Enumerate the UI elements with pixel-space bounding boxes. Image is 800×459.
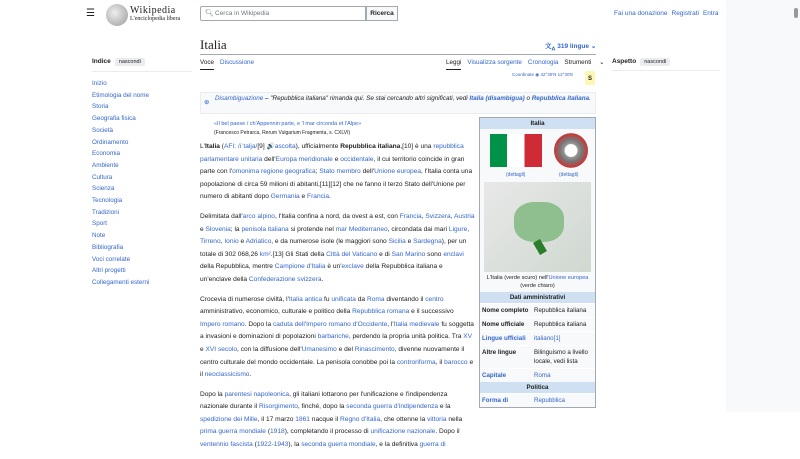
login-link[interactable]: Entra: [702, 10, 719, 17]
text-segment: ), completando il processo di: [284, 428, 371, 436]
toc-item[interactable]: Cultura: [92, 173, 113, 181]
search-placeholder: Cerca in Wikipedia: [215, 10, 270, 17]
toc-hide-button[interactable]: nascondi: [115, 58, 145, 66]
article-link[interactable]: seconda guerra mondiale: [301, 441, 376, 449]
text-segment: .: [329, 193, 331, 201]
article-link[interactable]: Ionio: [224, 238, 239, 246]
article-link[interactable]: exclave: [341, 263, 364, 271]
text-segment: e: [332, 155, 341, 163]
map-caption: [480, 272, 595, 292]
globe-pin-icon: ◉: [535, 72, 540, 77]
search-icon: 🔍︎: [205, 10, 214, 17]
text-segment: [9] 🔊: [257, 143, 275, 150]
toc-title: Indice: [92, 58, 111, 65]
article-link[interactable]: neoclassicismo: [204, 371, 250, 379]
row-value: Repubblica italiana: [534, 307, 587, 314]
scrollbar[interactable]: [794, 8, 798, 18]
toc-item[interactable]: Voci correlate: [92, 255, 131, 263]
article-link[interactable]: penisola italiana: [241, 225, 289, 233]
article-link[interactable]: ascolta: [274, 143, 296, 150]
row-key[interactable]: Lingue ufficiali: [482, 335, 526, 342]
article-link[interactable]: Francia: [399, 212, 422, 220]
article-link[interactable]: barbariche: [317, 333, 349, 341]
toc-item[interactable]: Tecnologia: [92, 197, 123, 205]
text-segment: , l'Italia conta una popolazione di circa 59 milioni di abitanti,[11][12] che ne fanno il terzo Stato dell'Unione per numero di abitanti dopo: [200, 168, 473, 201]
text-segment: è un': [325, 263, 342, 271]
text-segment: ; la: [230, 225, 242, 233]
toc-item[interactable]: Ordinamento: [92, 138, 129, 146]
article-link[interactable]: Sardegna: [413, 238, 442, 246]
text-segment: ;: [315, 168, 320, 176]
text-segment: ,: [450, 212, 455, 220]
article-link[interactable]: Regno d'Italia: [340, 415, 381, 423]
text-segment: e di: [377, 250, 392, 258]
text-segment: dell': [360, 168, 375, 176]
toc-item[interactable]: Etimologia del nome: [92, 91, 150, 99]
article-link[interactable]: Risorgimento: [259, 403, 298, 411]
infobox-row: [480, 303, 595, 317]
emblem-details-link[interactable]: (dettagli): [559, 172, 579, 178]
coordinates-value[interactable]: 42°30′N 12°30′E: [540, 72, 574, 77]
text-segment: e il: [200, 358, 474, 379]
toc-item[interactable]: Altri progetti: [92, 267, 126, 275]
disambiguation-icon: ⊕: [204, 99, 210, 106]
toc-item[interactable]: Società: [92, 126, 114, 134]
article-link[interactable]: spedizione dei Mille: [200, 415, 258, 423]
article-link[interactable]: Italia antica: [288, 295, 323, 303]
article-link[interactable]: Francia: [307, 193, 330, 201]
article-link[interactable]: Sicilia: [388, 238, 406, 246]
article-link[interactable]: ventennio fascista: [200, 441, 253, 449]
text-segment: (: [265, 428, 271, 436]
text-segment: sono: [425, 250, 444, 258]
italian-flag-image[interactable]: [490, 134, 542, 167]
article-link[interactable]: Slovenia: [205, 225, 231, 233]
article-link[interactable]: San Marino: [391, 250, 426, 258]
article-body: [200, 141, 475, 459]
text-segment: , che ottenne la: [380, 415, 428, 423]
text-segment: L': [200, 143, 205, 150]
tab-cronologia[interactable]: Cronologia: [527, 59, 559, 66]
appearance-title: Aspetto: [612, 58, 637, 65]
article-link[interactable]: repubblica parlamentare unitaria: [200, 143, 464, 163]
infobox-row: [480, 317, 595, 331]
article-link[interactable]: Campione d'Italia: [274, 263, 326, 271]
text-segment: o: [524, 95, 532, 102]
text-segment: e: [299, 193, 308, 201]
text-segment: , finché, dopo la: [297, 403, 347, 411]
text-segment: , perdendo la propria unità politica. Tra: [348, 333, 464, 341]
text-segment: , e la definitiva: [375, 441, 420, 449]
toc-item[interactable]: Tradizioni: [92, 208, 120, 216]
article-link[interactable]: XV: [463, 333, 472, 341]
article-link[interactable]: guerra di: [419, 441, 446, 449]
text-segment: e: [200, 345, 206, 353]
article-link[interactable]: Adriatico: [245, 238, 272, 246]
namespace-tabs: [200, 59, 260, 66]
toc-item[interactable]: Ambiente: [92, 161, 119, 169]
article-link[interactable]: Rinascimento: [354, 345, 395, 353]
infobox-row: [480, 393, 595, 407]
article-link[interactable]: Europa meridionale: [275, 155, 333, 163]
text-segment: .: [249, 371, 252, 379]
text-segment: fu: [322, 295, 332, 303]
article-link[interactable]: prima guerra mondiale: [200, 428, 266, 436]
row-key[interactable]: Capitale: [482, 372, 507, 379]
quote: [214, 120, 361, 138]
caption-text-end: (verde chiaro): [520, 283, 555, 289]
toc-item[interactable]: Collegamenti esterni: [92, 278, 150, 286]
text-segment: , circondata dai mari: [387, 225, 449, 233]
article-link[interactable]: 1861: [295, 415, 310, 423]
text-segment: , gli italiani lottarono per l'unificazione e l'indipendenza nazionale durante il: [200, 390, 448, 411]
article-link[interactable]: Germania: [270, 193, 300, 201]
row-key: Altre lingue: [482, 349, 517, 356]
article-link[interactable]: barocco: [444, 358, 468, 366]
text-segment: e la: [438, 403, 451, 411]
text-segment: della Repubblica, mentre: [200, 263, 275, 271]
semi-protected-lock-icon[interactable]: S: [585, 71, 595, 85]
row-key: Nome completo: [482, 307, 529, 314]
article-link[interactable]: Austria: [454, 212, 475, 220]
coordinates[interactable]: [512, 72, 573, 78]
tab-discussione[interactable]: Discussione: [220, 59, 254, 66]
row-value[interactable]: italiano[1]: [534, 335, 561, 342]
text-segment: Repubblica italiana: [340, 143, 401, 150]
text-segment: e: [238, 238, 246, 246]
text-segment: . Dopo la: [244, 320, 273, 328]
article-link[interactable]: vittoria: [427, 415, 447, 423]
donate-link[interactable]: Fai una donazione: [614, 10, 668, 17]
article-link[interactable]: omonima regione geografica: [232, 168, 316, 176]
paragraph: [200, 141, 475, 204]
text-segment: , il cui territorio coincide in gran parte con l': [200, 155, 465, 176]
row-value[interactable]: Repubblica: [534, 397, 565, 404]
disambiguation-notice: [200, 92, 596, 114]
title-divider: [200, 54, 596, 55]
article-link[interactable]: seconda guerra d'indipendenza: [346, 403, 439, 411]
article-link[interactable]: Unione europea: [374, 168, 422, 176]
text-segment: diventando il: [384, 295, 426, 303]
infobox: [479, 117, 596, 408]
text-segment: e il successivo: [409, 308, 454, 316]
article-link[interactable]: Roma: [366, 295, 385, 303]
text-segment: ), la: [288, 441, 302, 449]
text-segment: ,: [467, 225, 470, 233]
text-segment: , il: [435, 358, 445, 366]
toc-header: [92, 58, 192, 72]
row-key[interactable]: Forma di: [482, 397, 509, 404]
paragraph: [200, 211, 475, 287]
text-segment: . Dopo il: [435, 428, 460, 436]
article-link[interactable]: occidentale: [340, 155, 374, 163]
page-title: Italia: [200, 37, 227, 52]
text-segment: fu soggetta a invasioni e dominazioni di popolazioni: [200, 320, 474, 341]
article-link[interactable]: Tirreno: [200, 238, 221, 246]
text-segment: , divenne nuovamente il centro culturale del mondo occidentale. La penisola conobbe poi la: [200, 345, 465, 366]
toc-item[interactable]: Bibliografia: [92, 243, 124, 251]
article-link[interactable]: XVI secolo: [205, 345, 238, 353]
tools-menu[interactable]: Strumenti ⌄: [564, 59, 605, 66]
tab-voce[interactable]: Voce: [200, 59, 214, 70]
row-key: Nome ufficiale: [482, 321, 525, 328]
user-links: [614, 10, 723, 17]
article-link[interactable]: Ligure: [448, 225, 468, 233]
language-button[interactable]: 文$_A$ 319 lingue ⌄: [545, 43, 597, 53]
text-segment: , l': [387, 320, 394, 328]
article-link[interactable]: Città del Vaticano: [326, 250, 378, 258]
text-segment: , con la diffusione dell': [237, 345, 302, 353]
appearance-hide-button[interactable]: nascondi: [640, 58, 670, 66]
appearance-divider: [612, 70, 720, 71]
text-segment: ), per un totale di 302 068,26: [200, 238, 467, 258]
logo-tagline: L'enciclopedia libera: [130, 16, 181, 22]
row-value[interactable]: Roma: [534, 372, 551, 379]
text-segment: .: [589, 95, 591, 102]
toc-item[interactable]: Storia: [92, 103, 109, 111]
text-segment: nella: [446, 415, 463, 423]
page-margin: [726, 0, 800, 412]
text-segment: Dopo la: [200, 390, 225, 398]
quote-text: «Il bel paese / ch'Appennin parte, e 'l mar circonda et l'Alpe»: [214, 121, 362, 127]
text-segment: ,: [421, 212, 426, 220]
text-segment: .[13] Gli Stati della: [270, 250, 327, 258]
article-link[interactable]: unificazione nazionale: [370, 428, 436, 436]
article-link[interactable]: enclavi: [443, 250, 464, 258]
section-dati-amministrativi: Dati amministrativi: [480, 292, 595, 303]
text-segment: Delimitata dall': [200, 212, 243, 220]
search-button[interactable]: Ricerca: [366, 6, 398, 21]
infobox-row: [480, 331, 595, 345]
toc-item[interactable]: Inizio: [92, 80, 107, 87]
text-segment: Crocevia di numerose civiltà, l': [200, 295, 289, 303]
article-link[interactable]: unificata: [331, 295, 356, 303]
section-politica: Politica: [480, 382, 595, 393]
row-value: Repubblica italiana: [534, 321, 587, 328]
tab-leggi[interactable]: Leggi: [446, 59, 461, 70]
article-link[interactable]: Repubblica italiana: [531, 95, 590, 102]
article-link[interactable]: Italia (disambigua): [469, 95, 525, 102]
emblem-image[interactable]: [554, 133, 588, 168]
text-segment: ,: [220, 238, 225, 246]
article-link[interactable]: 1918: [270, 428, 285, 436]
toc-item[interactable]: Scienza: [92, 185, 115, 193]
text-segment: (: [252, 441, 257, 449]
paragraph: [200, 294, 475, 382]
appearance-header: [612, 58, 670, 66]
article-link[interactable]: mar Mediterraneo: [335, 225, 388, 233]
text-segment: (: [219, 143, 224, 150]
article-link[interactable]: km²: [259, 250, 271, 258]
text-segment: ,[10] è una: [400, 143, 434, 150]
toc-item[interactable]: Sport: [92, 220, 108, 228]
article-link[interactable]: Umanesimo: [301, 345, 337, 353]
text-segment: e del: [336, 345, 355, 353]
toc-item[interactable]: Note: [92, 232, 106, 240]
article-link[interactable]: Repubblica romana: [352, 308, 410, 316]
article-link[interactable]: Stato membro: [319, 168, 361, 176]
toc-item[interactable]: Geografia fisica: [92, 115, 136, 123]
text-segment: e: [405, 238, 414, 246]
article-link[interactable]: Impero romano: [200, 320, 245, 328]
article-link[interactable]: Svizzera: [425, 212, 451, 220]
article-link[interactable]: Confederazione svizzera: [248, 275, 322, 283]
text-segment: , l'Italia confina a nord, da ovest a est, con: [274, 212, 400, 220]
caption-eu-link[interactable]: Unione europea: [548, 275, 589, 281]
quote-source: (Francesco Petrarca, Rerum Vulgarium Fragmenta, s. CXLVI): [214, 130, 351, 136]
text-segment: della Repubblica italiana e un'enclave della: [200, 263, 443, 283]
eu-region: [514, 202, 564, 242]
text-segment: – "Repubblica italiana" rimanda qui. Se stai cercando altri significati, vedi: [263, 95, 470, 102]
infobox-row: [480, 345, 595, 368]
article-link[interactable]: arco alpino: [242, 212, 275, 220]
paragraph: [200, 389, 475, 452]
location-map[interactable]: [484, 182, 591, 272]
row-value: Bilinguismo a livello locale, vedi lista: [534, 349, 588, 365]
main-menu-icon[interactable]: ☰: [86, 8, 95, 19]
table-of-contents: [92, 58, 192, 289]
view-tabs: [446, 59, 610, 66]
infobox-row: [480, 368, 595, 382]
caption-text: L'Italia (verde scuro) nell': [486, 275, 549, 281]
tab-visualizza-sorgente[interactable]: Visualizza sorgente: [467, 59, 522, 66]
article-link[interactable]: AFI: /iˈtalja/: [224, 143, 258, 150]
text-segment: , e da numerose isole (le maggiori sono: [271, 238, 389, 246]
article-link[interactable]: 1922-1943: [256, 441, 289, 449]
infobox-title: Italia: [480, 118, 595, 129]
wikipedia-globe-logo[interactable]: [106, 4, 128, 26]
coordinates-label[interactable]: Coordinate: [512, 72, 535, 77]
article-link[interactable]: Disambiguazione: [215, 95, 264, 102]
register-link[interactable]: Registrati: [671, 10, 699, 17]
text-segment: ), ufficialmente: [295, 143, 341, 150]
logo-wordmark[interactable]: Wikipedia: [130, 5, 176, 16]
text-segment: , il 17 marzo: [257, 415, 296, 423]
article-link[interactable]: caduta dell'Impero romano d'Occidente: [272, 320, 388, 328]
article-link[interactable]: centro: [425, 295, 444, 303]
language-count: 319 lingue: [557, 43, 590, 50]
tools-label: Strumenti: [564, 59, 592, 66]
text-segment: .: [321, 275, 324, 283]
text-segment: e: [200, 225, 206, 233]
text-segment: si protende nel: [288, 225, 336, 233]
article-link[interactable]: controriforma: [396, 358, 436, 366]
search-input[interactable]: [200, 6, 366, 21]
toc-item[interactable]: Economia: [92, 150, 121, 158]
text-segment: da: [355, 295, 367, 303]
article-link[interactable]: parentesi napoleonica: [224, 390, 290, 398]
text-segment: dell': [262, 155, 276, 163]
text-segment: amministrativo, economico, culturale e politico della: [200, 308, 353, 316]
text-segment: Italia: [204, 143, 220, 150]
text-segment: nacque il: [309, 415, 341, 423]
flag-details-link[interactable]: (dettagli): [506, 172, 526, 178]
article-link[interactable]: Italia medievale: [393, 320, 440, 328]
